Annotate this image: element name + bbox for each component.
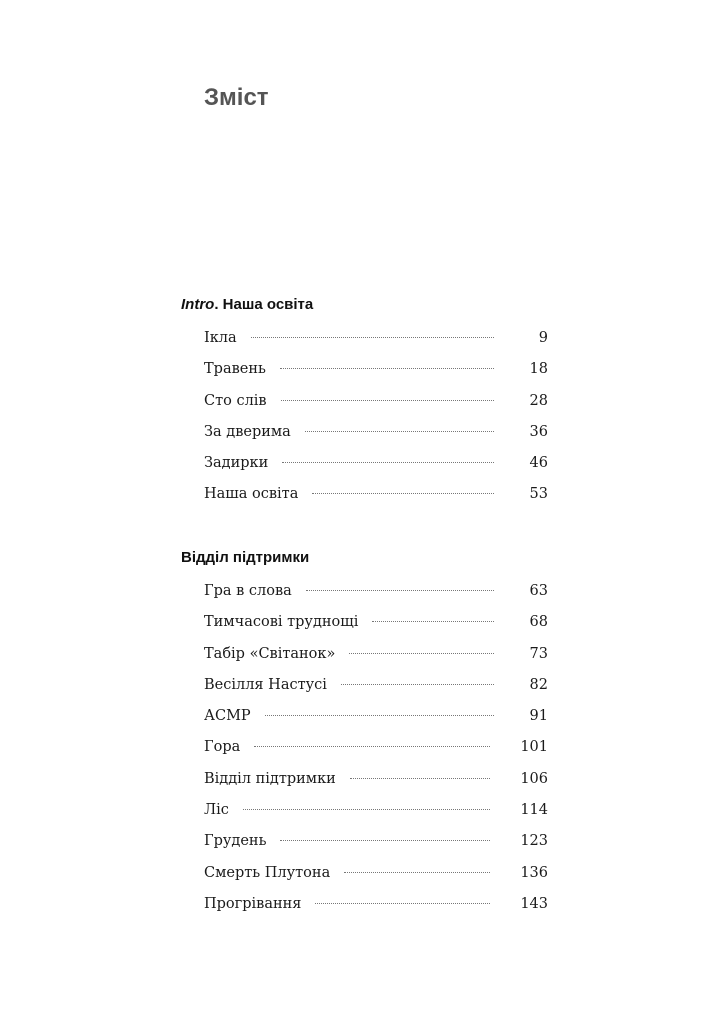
toc-entry-label: Задирки <box>204 455 269 472</box>
dot-leader <box>306 590 494 591</box>
toc-entry-label: За дверима <box>204 423 291 440</box>
toc-entry-label: Ліс <box>204 802 229 819</box>
toc-entry-label: Грудень <box>204 833 267 850</box>
toc-entry-page: 18 <box>529 361 548 378</box>
dot-leader <box>282 462 494 463</box>
toc-entry-page: 82 <box>529 676 548 693</box>
section-heading-text: Відділ підтримки <box>181 549 310 566</box>
toc-entry-label: Відділ підтримки <box>204 770 336 787</box>
toc-entry[interactable] <box>204 583 548 614</box>
section-heading-italic: Intro <box>181 296 215 313</box>
toc-entry-label: Травень <box>204 361 266 378</box>
dot-leader <box>265 715 494 716</box>
toc-entry[interactable] <box>204 455 548 486</box>
dot-leader <box>312 493 494 494</box>
dot-leader <box>251 337 494 338</box>
toc-entry-label: Тимчасові труднощі <box>204 614 359 631</box>
dot-leader <box>315 903 490 904</box>
toc-entry[interactable] <box>204 865 548 896</box>
toc-entry-page: 91 <box>529 708 548 725</box>
dot-leader <box>344 872 490 873</box>
dot-leader <box>341 684 494 685</box>
dot-leader <box>349 653 494 654</box>
toc-entry-page: 101 <box>520 739 548 756</box>
toc-entry-page: 73 <box>529 645 548 662</box>
section-heading-text: . Наша освіта <box>214 296 314 313</box>
toc-entry-page: 53 <box>529 486 548 503</box>
toc-entry-label: Гра в слова <box>204 583 292 599</box>
dot-leader <box>372 621 494 622</box>
toc-entry-label: АСМР <box>204 708 251 725</box>
dot-leader <box>305 431 494 432</box>
dot-leader <box>280 840 490 841</box>
toc-list-support <box>204 583 548 927</box>
dot-leader <box>350 778 491 779</box>
toc-entry-label: Гора <box>204 739 241 756</box>
toc-entry[interactable] <box>204 833 548 864</box>
toc-entry[interactable] <box>204 424 548 455</box>
toc-entry-page: 63 <box>529 583 548 599</box>
toc-entry[interactable] <box>204 393 548 424</box>
toc-entry-page: 28 <box>529 392 548 409</box>
toc-entry-page: 114 <box>520 802 548 819</box>
toc-entry[interactable] <box>204 330 548 361</box>
toc-entry-label: Ікла <box>204 330 237 346</box>
toc-entry[interactable] <box>204 486 548 517</box>
toc-entry[interactable] <box>204 361 548 392</box>
dot-leader <box>243 809 490 810</box>
toc-entry-label: Прогрівання <box>204 895 302 912</box>
toc-list-intro <box>204 330 548 518</box>
dot-leader <box>254 746 490 747</box>
toc-entry[interactable] <box>204 896 548 927</box>
toc-entry[interactable] <box>204 771 548 802</box>
toc-entry[interactable] <box>204 802 548 833</box>
toc-entry-label: Табір «Світанок» <box>204 645 336 662</box>
toc-entry[interactable] <box>204 614 548 645</box>
toc-entry-page: 68 <box>529 614 548 631</box>
toc-entry-label: Смерть Плутона <box>204 864 331 881</box>
toc-entry-page: 143 <box>520 895 548 912</box>
toc-entry-page: 46 <box>529 455 548 472</box>
toc-entry-page: 123 <box>520 833 548 850</box>
toc-entry[interactable] <box>204 708 548 739</box>
dot-leader <box>281 400 494 401</box>
dot-leader <box>280 368 494 369</box>
toc-entry-label: Наша освіта <box>204 486 299 503</box>
toc-entry-label: Весілля Настусі <box>204 676 327 693</box>
section-heading-support <box>181 549 309 566</box>
page-title: Зміст <box>204 84 269 111</box>
toc-entry-page: 36 <box>529 423 548 440</box>
section-heading-intro <box>181 296 313 313</box>
toc-entry-page: 9 <box>538 330 548 346</box>
toc-entry[interactable] <box>204 646 548 677</box>
toc-entry-page: 106 <box>520 770 548 787</box>
toc-entry-page: 136 <box>520 864 548 881</box>
toc-entry-label: Сто слів <box>204 392 267 409</box>
toc-entry[interactable] <box>204 739 548 770</box>
toc-entry[interactable] <box>204 677 548 708</box>
